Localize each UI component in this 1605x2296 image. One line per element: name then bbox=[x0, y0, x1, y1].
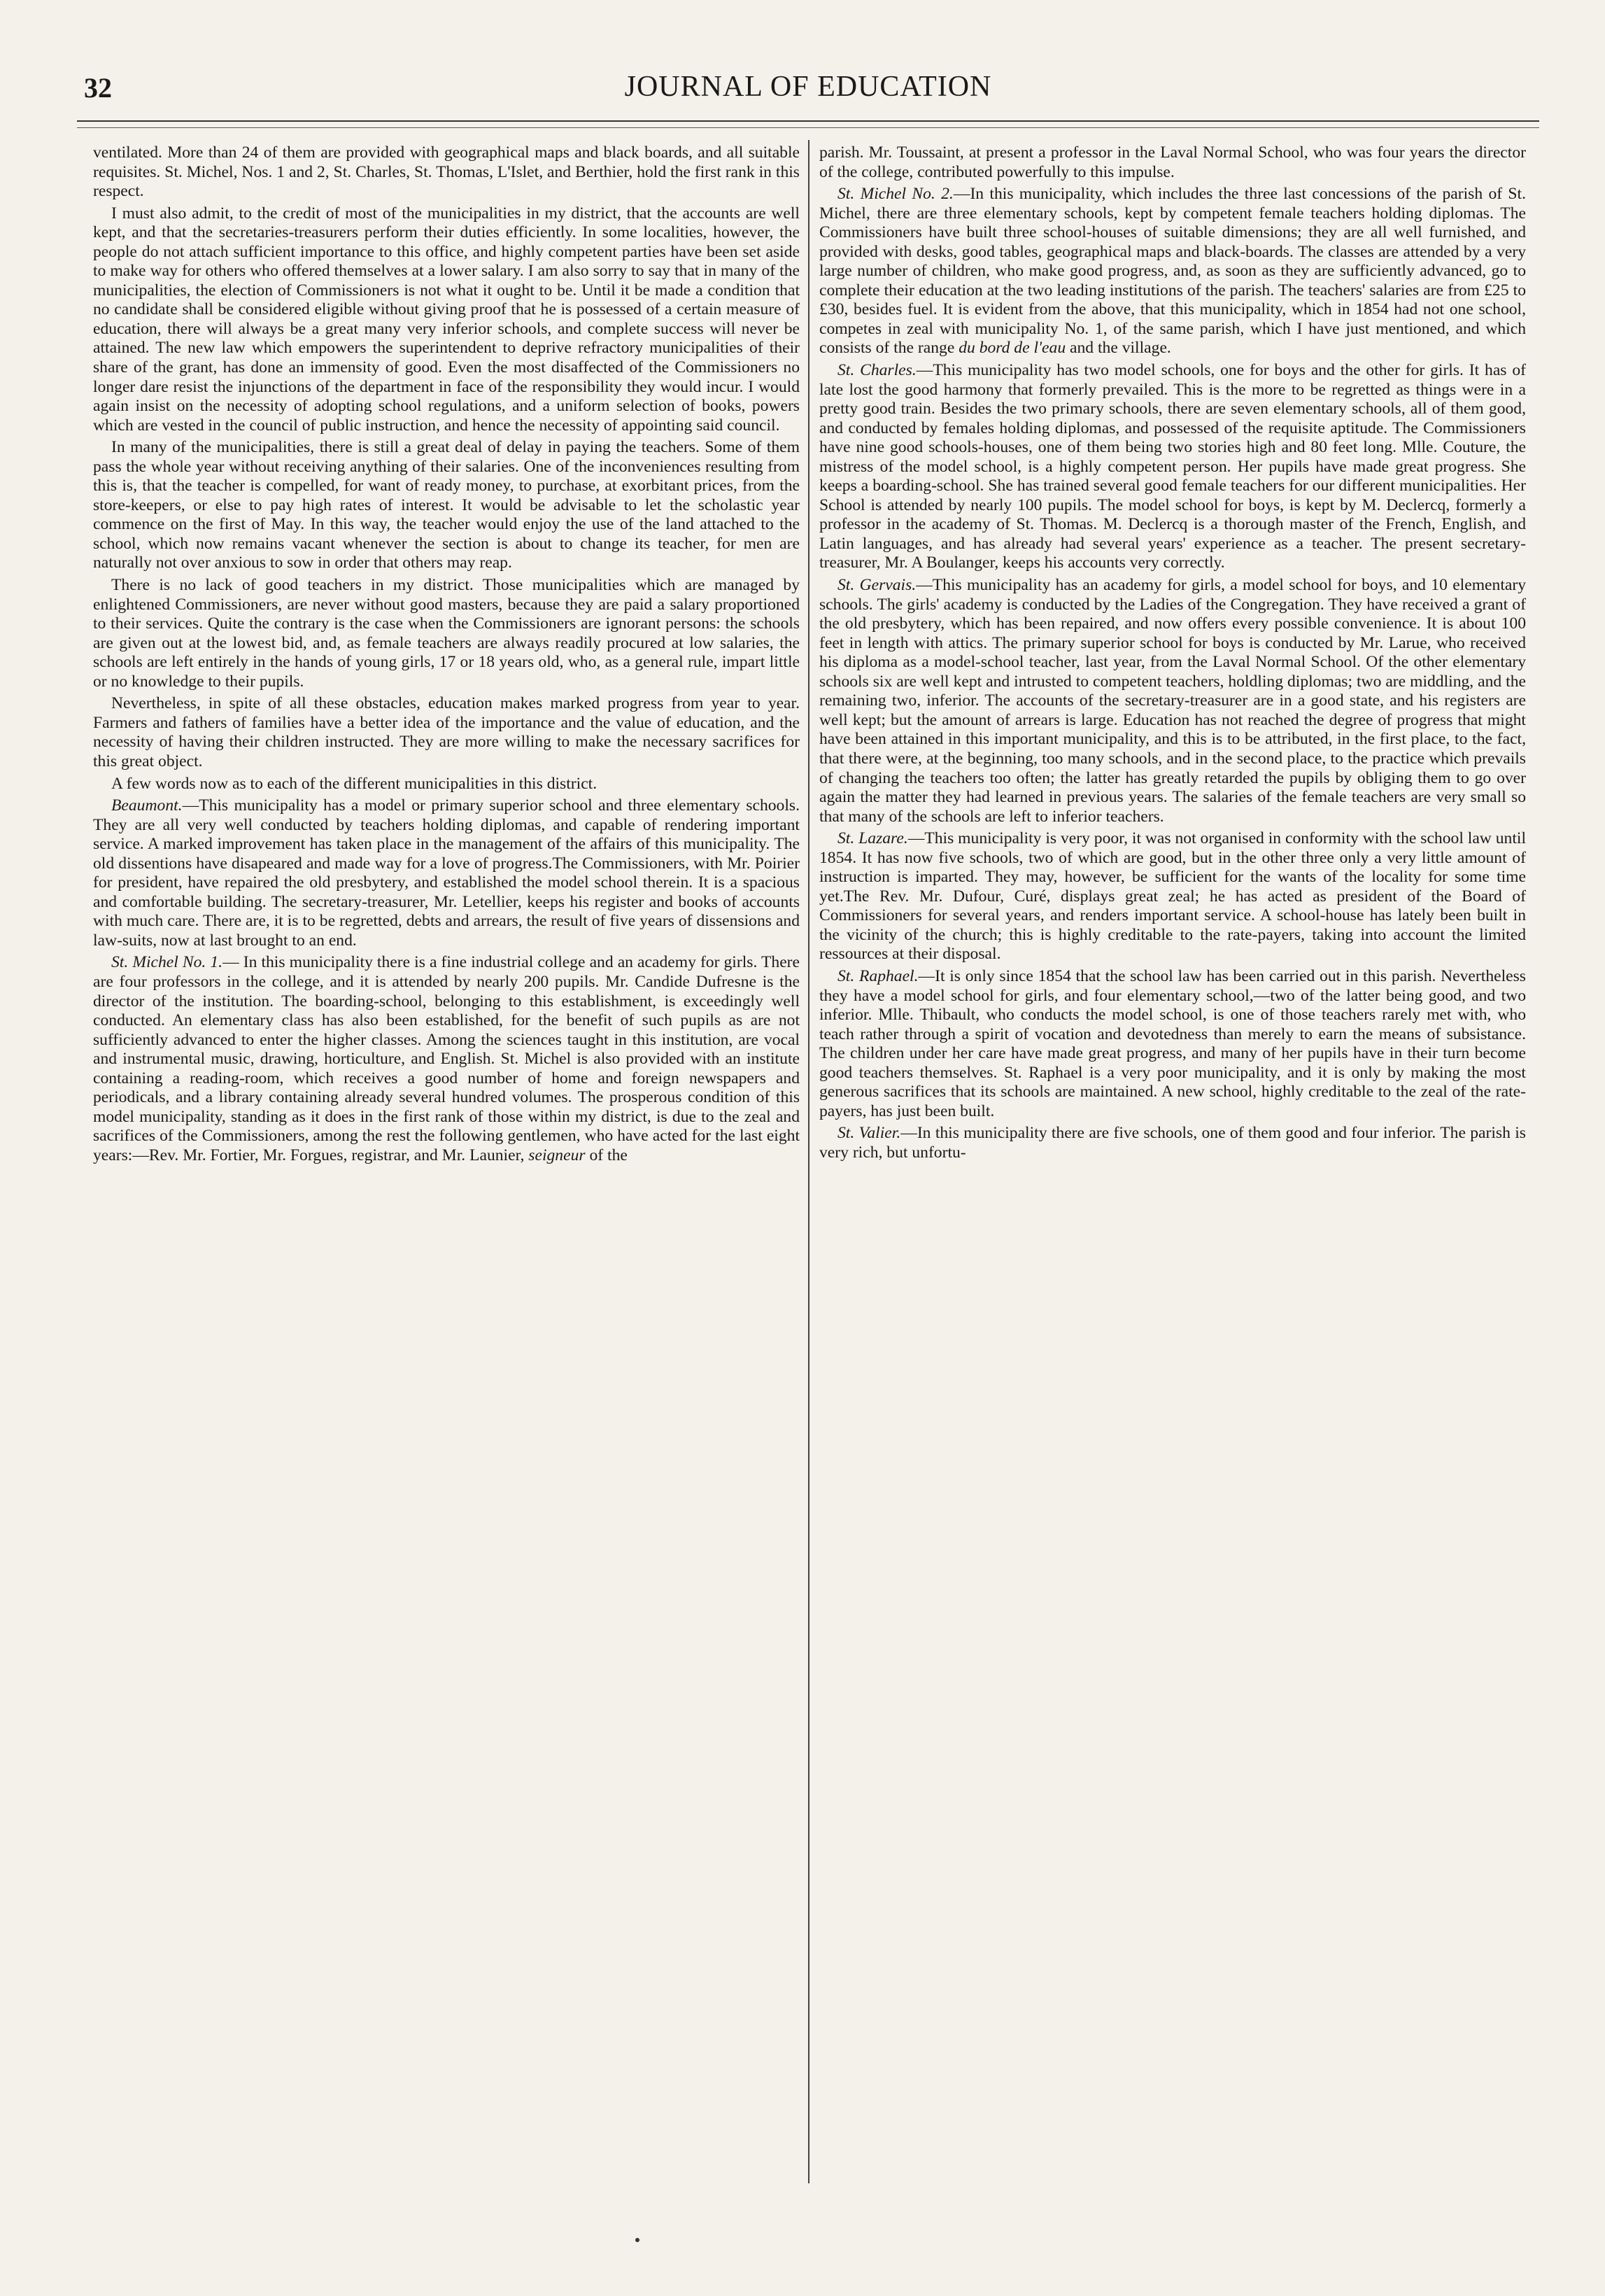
paragraph bbox=[819, 1124, 1526, 1162]
paragraph bbox=[819, 576, 1526, 826]
paragraph-text: of the bbox=[585, 1146, 628, 1164]
header-rule bbox=[77, 120, 1539, 122]
paragraph-text: —In this municipality there are five schools, one of them good and four inferior. The parish is very rich, but unfortu- bbox=[819, 1124, 1526, 1162]
paragraph: In many of the municipalities, there is still a great deal of delay in paying the teachers. Some of them pass the whole year without receiving anything of their salaries. One of the inconveniences resulting from this is, that the teacher is compelled, for want of ready money, to purchase, at exorbitant prices, from the store-keepers, or else to pay high rates of interest. It would be advisable to let the scholastic year commence on the first of May. In this way, the teacher would enjoy the use of the land attached to the school, which now remains vacant whenever the section is about to change its teacher, for men are naturally not over anxious to sow in order that others may reap. bbox=[93, 438, 800, 572]
print-mark bbox=[635, 2238, 639, 2242]
paragraph: ventilated. More than 24 of them are provided with geographical maps and black boards, and all suitable requisites. St. Michel, Nos. 1 and 2, St. Charles, St. Thomas, L'Islet, and Berthier, hold the first rank in this respect. bbox=[93, 143, 800, 201]
municipality-name: St. Lazare. bbox=[837, 829, 908, 848]
paragraph bbox=[819, 967, 1526, 1121]
column-divider bbox=[808, 140, 809, 2183]
paragraph bbox=[93, 796, 800, 950]
municipality-name: St. Raphael. bbox=[837, 966, 919, 985]
italic-term: du bord de l'eau bbox=[959, 339, 1066, 358]
paragraph-text: —This municipality has a model or primary superior school and three elementary schools. They are all very well conducted by teachers holding diplomas, and capable of rendering important service. A marked improvement has taken place in the management of the affairs of this municipality. The old dissentions have disapeared and made way for a love of progress.The Commissioners, with Mr. Poirier for president, have repaired the old presbytery, and established the model school therein. It is a spacious and comfortable building. The secretary-treasurer, Mr. Letellier, keeps his register and books of accounts with much care. There are, it is to be regretted, debts and arrears, the result of five years of dissensions and law-suits, now at last brought to an end. bbox=[93, 796, 800, 950]
page-header bbox=[77, 67, 1539, 116]
header-rule-secondary bbox=[77, 127, 1539, 128]
paragraph: parish. Mr. Toussaint, at present a professor in the Laval Normal School, who was four years the director of the college, contributed powerfully to this impulse. bbox=[819, 143, 1526, 181]
right-column bbox=[819, 143, 1526, 2243]
municipality-name: St. Charles. bbox=[837, 361, 917, 380]
paragraph: A few words now as to each of the different municipalities in this district. bbox=[111, 774, 598, 793]
municipality-name: St. Michel No. 2. bbox=[837, 185, 954, 204]
paragraph bbox=[819, 829, 1526, 964]
left-column bbox=[93, 143, 800, 2243]
paragraph bbox=[819, 185, 1526, 358]
paragraph bbox=[93, 953, 800, 1165]
paragraph: I must also admit, to the credit of most of the municipalities in my district, that the accounts are well kept, and that the secretaries-treasurers perform their duties efficiently. In some localities, however, the people do not attach sufficient importance to this office, and highly competent parties have been set aside to make way for others who offered themselves at a lower salary. I am also sorry to say that in many of the municipalities, the election of Commissioners is not what it ought to be. Until it be made a condition that no candidate shall be considered eligible without giving proof that he is possessed of a certain measure of education, there will always be a great many very inferior schools, and complete success will never be attained. The new law which empowers the superintendent to deprive refractory municipalities of their share of the grant, has done an immensity of good. Even the most disaffected of the Commissioners no longer dare resist the injunctions of the department in face of the responsibility they would incur. I would again insist on the necessity of adopting school regulations, and a uniform selection of books, powers which are vested in the council of public instruction, and hence the necessity of appointing said council. bbox=[93, 204, 800, 435]
paragraph-text: and the village. bbox=[1066, 339, 1171, 358]
paragraph-text: —This municipality has an academy for girls, a model school for boys, and 10 elementary schools. The girls' academy is conducted by the Ladies of the Congregation. They have received a grant of the old presbytery, which has been repaired, and now offers every possible convenience. It is about 100 feet in length with attics. The primary superior school for boys is conducted by Mr. Larue, who received his diploma as a model-school teacher, last year, from the Laval Normal School. Of the other elementary schools six are well kept and intrusted to competent teachers, holdling diplomas; two are middling, and the remaining two, inferior. The accounts of the secretary-treasurer are in a good state, and his registers are well kept; but the amount of arrears is large. Education has not reached the degree of progress that might have been attained in this important municipality, and this is to be attributed, in the first place, to the fact, that there were, at the beginning, too many schools, and in the second place, to the practice which prevails of changing the teachers too often; the latter has greatly retarded the pupils by obliging them to go over again the matter they had learned in previous years. The salaries of the female teachers are very small so that many of the schools are left to inferior teachers. bbox=[819, 576, 1526, 826]
municipality-name: St. Valier. bbox=[837, 1124, 901, 1143]
municipality-name: Beaumont. bbox=[111, 796, 183, 815]
paragraph-text: —This municipality is very poor, it was not organised in conformity with the school law until 1854. It has now five schools, two of which are good, but in the other three only a very little amount of instruction is imparted. They may, however, be sufficient for the wants of the locality for some time yet.The Rev. Mr. Dufour, Curé, displays great zeal; he has acted as president of the Board of Commissioners for several years, and renders important service. A school-house has lately been built in the vicinity of the church; this is highly creditable to the rate-payers, taking into account the limited ressources at their disposal. bbox=[819, 829, 1526, 964]
paragraph bbox=[819, 361, 1526, 573]
municipality-name: St. Michel No. 1. bbox=[111, 953, 223, 972]
italic-term: seigneur bbox=[528, 1146, 586, 1164]
paragraph: Nevertheless, in spite of all these obstacles, education makes marked progress from year to year. Farmers and fathers of families have a better idea of the importance and the value of education, and the necessity of having their children instructed. They are more willing to make the necessary sacrifices for this great object. bbox=[93, 694, 800, 770]
paragraph: There is no lack of good teachers in my district. Those municipalities which are managed by enlightened Commissioners, are never without good masters, because they are paid a salary proportioned to their services. Quite the contrary is the case when the Commissioners are ignorant persons: the schools are given out at the lowest bid, and, as female teachers are always readily procured at low salaries, the schools are left entirely in the hands of young girls, 17 or 18 years old, who, as a general rule, impart little or no knowledge to their pupils. bbox=[93, 576, 800, 691]
paragraph-text: — In this municipality there is a fine industrial college and an academy for girls. There are four professors in the college, and it is attended by nearly 200 pupils. Mr. Candide Dufresne is the director of the institution. The boarding-school, belonging to this establishment, is exceedingly well conducted. An elementary class has also been established, for the benefit of such pupils as are not sufficiently advanced to enter the higher classes. Among the sciences taught in this institution, are vocal and instrumental music, drawing, horticulture, and English. St. Michel is also provided with an institute containing a reading-room, which receives a good number of home and foreign newspapers and periodicals, and a library containing already several hundred volumes. The prosperous condition of this model municipality, standing as it does in the first rank of those within my district, is due to the zeal and sacrifices of the Commissioners, among the rest the following gentlemen, who have acted for the last eight years:—Rev. Mr. Fortier, Mr. Forgues, registrar, and Mr. Launier, bbox=[93, 953, 800, 1164]
page-number: 32 bbox=[84, 72, 112, 104]
running-title: JOURNAL OF EDUCATION bbox=[624, 71, 992, 103]
paragraph-text: —In this municipality, which includes the three last concessions of the parish of St. Michel, there are three elementary schools, kept by competent female teachers holding diplomas. The Commissioners have built three school-houses of suitable dimensions; they are all well furnished, and provided with desks, good tables, geographical maps and black-boards. The classes are attended by a very large number of children, who make good progress, and, as soon as they are sufficiently advanced, go to complete their education at the two leading institutions of the parish. The teachers' salaries are from £25 to £30, besides fuel. It is evident from the above, that this municipality, which in 1854 had not one school, competes in zeal with municipality No. 1, of the same parish, which I have just mentioned, and which consists of the range bbox=[819, 185, 1526, 358]
municipality-name: St. Gervais. bbox=[837, 576, 917, 595]
paragraph-text: —This municipality has two model schools, one for boys and the other for girls. It has of late lost the good harmony that formerly prevailed. This is the more to be regretted as things were in a pretty good train. Besides the two primary schools, there are seven elementary schools, all of them good, and conducted by females holding diplomas, and possessed of the requisite aptitude. The Commissioners have nine good schools-houses, one of them being two stories high and 80 feet long. Mlle. Couture, the mistress of the model school, is a highly competent person. Her pupils have made great progress. She keeps a boarding-school. She has trained several good female teachers for our different municipalities. Her School is attended by nearly 100 pupils. The model school for boys, is kept by M. Declercq, formerly a professor in the academy of St. Thomas. M. Declercq is a thorough master of the French, English, and Latin languages, and has already had several years' experience as a teacher. The present secretary-treasurer, Mr. A Boulanger, keeps his accounts very correctly. bbox=[819, 361, 1526, 572]
paragraph-text: —It is only since 1854 that the school law has been carried out in this parish. Nevertheless they have a model school for girls, and four elementary school,—two of the latter being good, and two inferior. Mlle. Thibault, who conducts the model school, is one of those teachers rarely met with, who teach rather through a spirit of vocation and devotedness than merely to earn the means of subsistance. The children under her care have made great progress, and many of her pupils have in their turn become good teachers themselves. St. Raphael is a very poor municipality, and it is only by making the most generous sacrifices that its schools are maintained. A new school, highly creditable to the zeal of the rate-payers, has just been built. bbox=[819, 966, 1526, 1120]
